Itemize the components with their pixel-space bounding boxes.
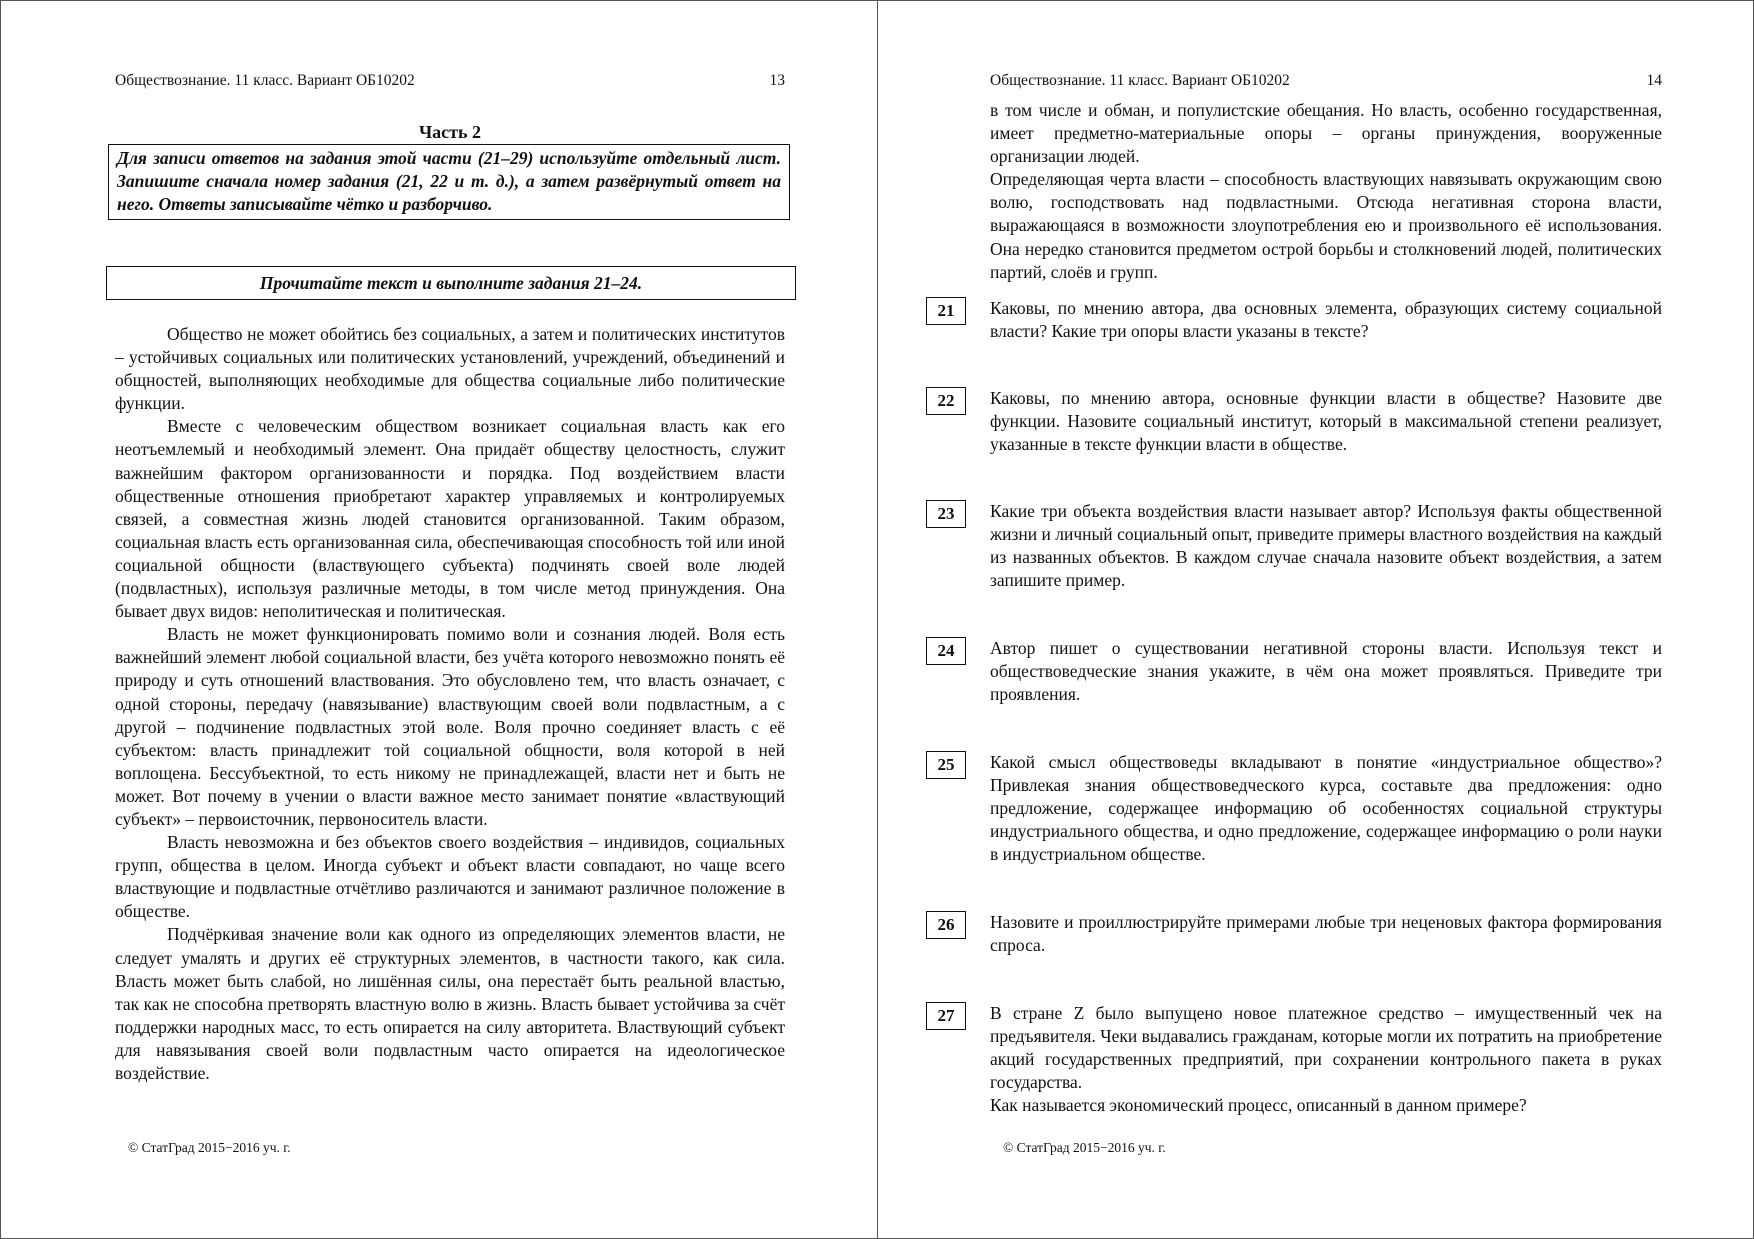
continuation-paragraph: Определяющая черта власти – способность властвующих навязывать окружающим свою волю, господствовать над подвластными. Отсюда негативная сторона власти, выражающаяся в возможности злоупотребления ею и произвольного её использования. Она нередко становится предметом острой борьбы и столкновений людей, политических партий, слоёв и групп. — [990, 169, 1662, 282]
passage-paragraph: Вместе с человеческим обществом возникает социальная власть как его неотъемлемый и необходимый элемент. Она придаёт обществу целостность, служит важнейшим фактором организованности и порядка. Под воздействием власти общественные отношения приобретают характер управляемых и контролируемых связей, а совместная жизнь людей становится организованной. Таким образом, социальная власть есть организованная сила, обеспечивающая способность той или иной социальной общности (властвующего субъекта) подчинять своей воле людей (подвластных), используя различные методы, в том числе метод принуждения. Она бывает двух видов: неполитическая и политическая. — [115, 416, 785, 622]
task-text — [990, 751, 1662, 866]
left-running-header — [115, 71, 785, 91]
task-question: Какой смысл обществоведы вкладывают в понятие «индустриальное общество»? Привлекая знания обществоведческого курса, составьте два предложения: одно предложение, содержащее информацию об особенностях социальной структуры индустриального общества, и одно предложение, содержащее информацию о роли науки в индустриальном обществе. — [990, 752, 1662, 865]
passage-paragraph: Власть невозможна и без объектов своего воздействия – индивидов, социальных групп, общества в целом. Иногда субъект и объект власти совпадают, но чаще всего властвующие и подвластные отчётливо различаются и занимают различное положение в обществе. — [115, 832, 785, 922]
passage-paragraph: Общество не может обойтись без социальных, а затем и политических институтов – устойчивых социальных или политических установлений, учреждений, объединений и общностей, выполняющих необходимые для общества социальные либо политические функции. — [115, 324, 785, 414]
task-question: В стране Z было выпущено новое платежное средство – имущественный чек на предъявителя. Чеки выдавались гражданам, которые могли их потратить на приобретение акций государственных предприятий, при сохранении контрольного пакета в руках государства. — [990, 1003, 1662, 1093]
task-question: Автор пишет о существовании негативной стороны власти. Используя текст и обществоведческие знания укажите, в чём она может проявляться. Приведите три проявления. — [990, 638, 1662, 705]
task-question-final: Как называется экономический процесс, описанный в данном примере? — [990, 1095, 1527, 1116]
task-number-box: 27 — [926, 1002, 966, 1030]
right-header-title: Обществознание. 11 класс. Вариант ОБ10202 — [990, 72, 1290, 89]
left-page — [1, 1, 877, 1238]
right-footer-copyright: © СтатГрад 2015−2016 уч. г. — [1003, 1140, 1166, 1155]
task-question: Какие три объекта воздействия власти называет автор? Используя факты общественной жизни и личный социальный опыт, приведите примеры властного воздействия на каждый из названных объектов. В каждом случае сначала назовите объект воздействия, а затем запишите пример. — [990, 501, 1662, 591]
right-page-number: 14 — [1646, 72, 1662, 89]
task-question: Назовите и проиллюстрируйте примерами любые три неценовых фактора формирования спроса. — [990, 912, 1662, 956]
passage-paragraph: Подчёркивая значение воли как одного из определяющих элементов власти, не следует умалять и других её структурных элементов, в частности такого, как сила. Власть может быть слабой, но лишённая силы, она перестаёт быть реальной властью, так как не способна претворять властную волю в жизнь. Власть бывает устойчива за счёт поддержки народных масс, то есть опирается на силу авторитета. Властвующий субъект для навязывания своей воли подвластным часто опирается на идеологическое воздействие. — [115, 924, 785, 1083]
task-question: Каковы, по мнению автора, основные функции власти в обществе? Назовите две функции. Назовите социальный институт, который в максимальной степени реализует, указанные в тексте функции власти в обществе. — [990, 388, 1662, 455]
left-page-number: 13 — [769, 72, 785, 89]
right-page — [878, 1, 1754, 1238]
task-number-box: 21 — [926, 297, 966, 325]
reading-passage — [115, 323, 785, 1085]
passage-continuation — [990, 99, 1662, 284]
passage-paragraph: Власть не может функционировать помимо воли и сознания людей. Воля есть важнейший элемент любой социальной власти, без учёта которого невозможно понять её природу и суть отношений властвования. Это обусловлено тем, что власть означает, с одной стороны, передачу (навязывание) властвующим своей воли подвластным, а с другой – подчинение подвластных этой воле. Воля прочно соединяет власть с её субъектом: власть принадлежит той социальной общности, воля которой в ней воплощена. Бессубъектной, то есть никому не принадлежащей, власти нет и быть не может. Вот почему в учении о власти важное место занимает понятие «властвующий субъект» – первоисточник, первоноситель власти. — [115, 624, 785, 829]
continuation-paragraph: в том числе и обман, и популистские обещания. Но власть, особенно государственная, имеет предметно-материальные опоры – органы принуждения, вооруженные организации людей. — [990, 100, 1662, 167]
task-text — [990, 500, 1662, 592]
task-question: Каковы, по мнению автора, два основных элемента, образующих систему социальной власти? Какие три опоры власти указаны в тексте? — [990, 298, 1662, 342]
part-title: Часть 2 — [418, 122, 482, 142]
task-text — [990, 1002, 1662, 1117]
right-running-header — [990, 71, 1662, 91]
task-text — [990, 297, 1662, 343]
task-number-box: 23 — [926, 500, 966, 528]
task-number-box: 25 — [926, 751, 966, 779]
instructions-box: Для записи ответов на задания этой части (21–29) используйте отдельный лист. Запишите сначала номер задания (21, 22 и т. д.), а затем развёрнутый ответ на него. Ответы записывайте чётко и разборчиво. — [108, 144, 790, 220]
task-number-box: 26 — [926, 911, 966, 939]
reading-prompt-box: Прочитайте текст и выполните задания 21–24. — [106, 266, 796, 300]
task-number-box: 22 — [926, 387, 966, 415]
task-text — [990, 387, 1662, 456]
left-footer-copyright: © СтатГрад 2015−2016 уч. г. — [128, 1140, 291, 1155]
task-text — [990, 637, 1662, 706]
task-text — [990, 911, 1662, 957]
left-header-title: Обществознание. 11 класс. Вариант ОБ10202 — [115, 72, 415, 89]
task-number-box: 24 — [926, 637, 966, 665]
